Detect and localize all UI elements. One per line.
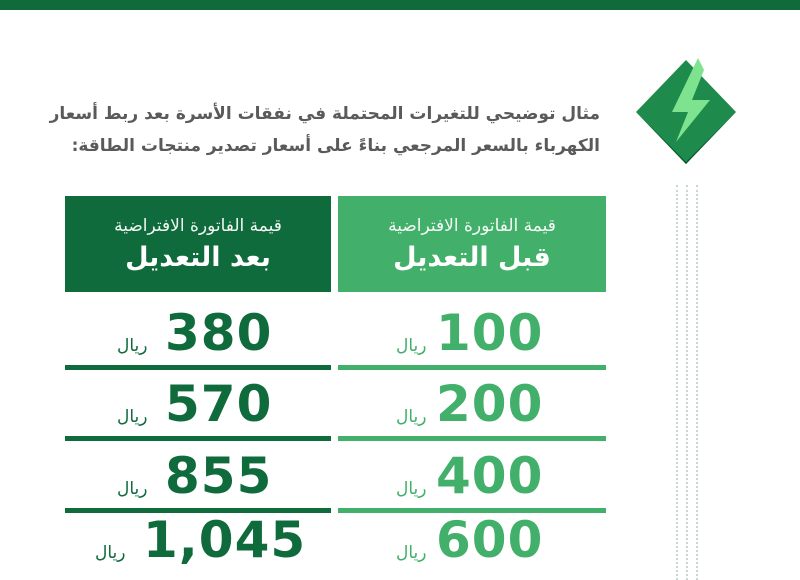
table-row-before xyxy=(338,292,606,370)
header-after-sub: قيمة الفاتورة الافتراضية xyxy=(114,216,282,236)
currency-label: ريال xyxy=(117,479,148,499)
currency-label: ريال xyxy=(117,336,148,356)
header-before-adjustment xyxy=(338,196,606,292)
currency-label: ريال xyxy=(396,479,427,499)
currency-label: ريال xyxy=(396,543,427,563)
header-after-main: بعد التعديل xyxy=(125,242,271,273)
currency-label: ريال xyxy=(117,407,148,427)
currency-label: ريال xyxy=(396,407,427,427)
table-row-after xyxy=(65,499,331,577)
value-after: 855 xyxy=(165,447,273,505)
header-after-adjustment xyxy=(65,196,331,292)
value-before: 400 xyxy=(436,447,544,505)
header-before-main: قبل التعديل xyxy=(393,242,551,273)
dotted-divider xyxy=(696,185,698,580)
value-before: 200 xyxy=(436,375,544,433)
table-row-after xyxy=(65,363,331,441)
intro-line-1: مثال توضيحي للتغيرات المحتملة في نفقات الأسرة بعد ربط أسعار xyxy=(49,104,600,124)
table-row-before xyxy=(338,363,606,441)
table-row-before xyxy=(338,499,606,577)
value-after: 1,045 xyxy=(143,511,307,569)
dotted-divider xyxy=(676,185,678,580)
currency-label: ريال xyxy=(396,336,427,356)
value-before: 600 xyxy=(436,511,544,569)
intro-text xyxy=(40,98,600,162)
dotted-divider xyxy=(686,185,688,580)
top-bar xyxy=(0,0,800,10)
header-before-sub: قيمة الفاتورة الافتراضية xyxy=(388,216,556,236)
value-before: 100 xyxy=(436,304,544,362)
intro-line-2: الكهرباء بالسعر المرجعي بناءً على أسعار تصدير منتجات الطاقة: xyxy=(71,136,600,156)
table-row-after xyxy=(65,292,331,370)
currency-label: ريال xyxy=(95,543,126,563)
value-after: 570 xyxy=(165,375,273,433)
lightning-bolt-icon xyxy=(630,50,742,170)
value-after: 380 xyxy=(165,304,273,362)
